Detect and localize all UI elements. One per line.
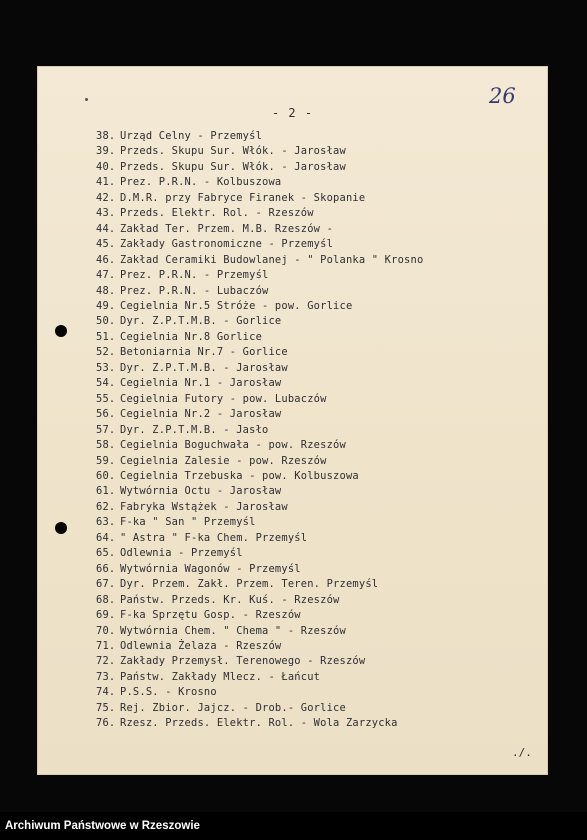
entry-number: 64. [96, 531, 116, 544]
entry-number: 65. [96, 547, 116, 560]
entry-number: 74. [96, 686, 116, 699]
entry-text: Państw. Zakłady Mlecz. - Łańcut [120, 670, 321, 683]
entry-text: Zakład Ter. Przem. M.B. Rzeszów - [120, 222, 334, 235]
ink-speck [85, 98, 88, 101]
list-item [96, 654, 423, 669]
entry-number: 57. [96, 423, 116, 436]
entry-text: Wytwórnia Chem. " Chema " - Rzeszów [120, 624, 346, 637]
list-item [96, 206, 423, 221]
entry-text: Cegielnia Futory - pow. Lubaczów [120, 392, 327, 405]
list-item [96, 314, 423, 329]
list-item [96, 624, 423, 639]
entry-number: 51. [96, 330, 116, 343]
list-item [96, 531, 423, 546]
list-item [96, 222, 423, 237]
entry-number: 52. [96, 346, 116, 359]
entry-number: 45. [96, 238, 116, 251]
entry-text: Wytwórnia Wagonów - Przemyśl [120, 562, 301, 575]
list-item [96, 253, 423, 268]
list-item [96, 407, 423, 422]
list-item [96, 577, 423, 592]
entry-number: 60. [96, 469, 116, 482]
list-item [96, 392, 423, 407]
list-item [96, 423, 423, 438]
entry-text: Państw. Przeds. Kr. Kuś. - Rzeszów [120, 593, 340, 606]
list-item [96, 515, 423, 530]
entry-text: D.M.R. przy Fabryce Firanek - Skopanie [120, 191, 366, 204]
entry-number: 46. [96, 253, 116, 266]
list-item [96, 608, 423, 623]
list-item [96, 284, 423, 299]
entry-number: 39. [96, 145, 116, 158]
entry-text: Fabryka Wstążek - Jarosław [120, 500, 288, 513]
entry-text: Cegielnia Zalesie - pow. Rzeszów [120, 454, 327, 467]
entry-number: 54. [96, 377, 116, 390]
entry-number: 42. [96, 191, 116, 204]
entry-text: Urząd Celny - Przemyśl [120, 130, 263, 142]
entry-text: Cegielnia Nr.2 - Jarosław [120, 408, 282, 421]
entry-number: 76. [96, 717, 116, 730]
entry-number: 61. [96, 485, 116, 498]
punch-hole [55, 522, 67, 534]
entry-text: Odlewnia Żelaza - Rzeszów [120, 639, 282, 652]
entry-text: Przeds. Skupu Sur. Włók. - Jarosław [120, 145, 346, 158]
entry-text: Rzesz. Przeds. Elektr. Rol. - Wola Zarzycka [120, 717, 398, 730]
list-item [96, 129, 423, 144]
entry-number: 68. [96, 593, 116, 606]
entry-number: 48. [96, 284, 116, 297]
list-item [96, 330, 423, 345]
entry-number: 72. [96, 655, 116, 668]
entry-text: Odlewnia - Przemyśl [120, 547, 243, 560]
entry-number: 63. [96, 516, 116, 529]
list-item [96, 469, 423, 484]
entry-number: 53. [96, 361, 116, 374]
list-item [96, 593, 423, 608]
list-item [96, 376, 423, 391]
entry-text: Betoniarnia Nr.7 - Gorlice [120, 346, 288, 359]
entry-text: Zakład Ceramiki Budowlanej - " Polanka " Krosno [120, 253, 424, 266]
entry-text: Cegielnia Boguchwała - pow. Rzeszów [120, 439, 346, 452]
entry-text: Prez. P.R.N. - Przemyśl [120, 269, 269, 282]
entry-text: P.S.S. - Krosno [120, 686, 217, 699]
archive-footer [0, 812, 587, 840]
list-item [96, 144, 423, 159]
entry-number: 66. [96, 562, 116, 575]
entry-number: 47. [96, 269, 116, 282]
punch-hole [55, 325, 67, 337]
entry-text: Dyr. Z.P.T.M.B. - Jarosław [120, 361, 288, 374]
list-item [96, 562, 423, 577]
entry-text: Cegielnia Trzebuska - pow. Kolbuszowa [120, 469, 359, 482]
entry-text: " Astra " F-ka Chem. Przemyśl [120, 531, 308, 544]
entry-number: 70. [96, 624, 116, 637]
entry-text: Dyr. Przem. Zakł. Przem. Teren. Przemyśl [120, 578, 379, 591]
list-item [96, 438, 423, 453]
entry-number: 58. [96, 439, 116, 452]
page-number: - 2 - [271, 106, 314, 120]
entry-text: Przeds. Elektr. Rol. - Rzeszów [120, 207, 314, 220]
list-item [96, 546, 423, 561]
list-item [96, 237, 423, 252]
entry-number: 67. [96, 578, 116, 591]
entry-number: 40. [96, 160, 116, 173]
list-item [96, 268, 423, 283]
entry-text: Dyr. Z.P.T.M.B. - Gorlice [120, 315, 282, 328]
entry-number: 41. [96, 176, 116, 189]
entry-number: 69. [96, 609, 116, 622]
entry-text: Zakłady Przemysł. Terenowego - Rzeszów [120, 655, 366, 668]
entry-text: F-ka Sprzętu Gosp. - Rzeszów [120, 609, 301, 622]
list-item [96, 716, 423, 731]
list-item [96, 191, 423, 206]
entry-text: Przeds. Skupu Sur. Włók. - Jarosław [120, 160, 346, 173]
entry-text: Prez. P.R.N. - Lubaczów [120, 284, 269, 297]
entry-text: Cegielnia Nr.8 Gorlice [120, 330, 263, 343]
entry-text: Wytwórnia Octu - Jarosław [120, 485, 282, 498]
document-page [37, 66, 548, 775]
entry-number: 75. [96, 701, 116, 714]
entry-number: 38. [96, 130, 116, 142]
list-item [96, 361, 423, 376]
list-item [96, 345, 423, 360]
entry-text: Cegielnia Nr.1 - Jarosław [120, 377, 282, 390]
entry-number: 59. [96, 454, 116, 467]
entry-number: 50. [96, 315, 116, 328]
entry-number: 49. [96, 299, 116, 312]
list-item [96, 500, 423, 515]
entry-text: Rej. Zbior. Jajcz. - Drob.- Gorlice [120, 701, 346, 714]
entry-list [96, 129, 423, 732]
list-item [96, 160, 423, 175]
entry-number: 62. [96, 500, 116, 513]
entry-number: 56. [96, 408, 116, 421]
entry-text: Cegielnia Nr.5 Stróże - pow. Gorlice [120, 299, 353, 312]
list-item [96, 175, 423, 190]
entry-number: 71. [96, 639, 116, 652]
entry-text: F-ka " San " Przemyśl [120, 516, 256, 529]
folio-number: 26 [489, 84, 516, 108]
list-item [96, 299, 423, 314]
list-item [96, 484, 423, 499]
entry-number: 55. [96, 392, 116, 405]
list-item [96, 454, 423, 469]
entry-number: 43. [96, 207, 116, 220]
entry-text: Prez. P.R.N. - Kolbuszowa [120, 176, 282, 189]
list-item [96, 685, 423, 700]
list-item [96, 670, 423, 685]
entry-number: 44. [96, 222, 116, 235]
list-item [96, 701, 423, 716]
continuation-mark: ./. [512, 746, 532, 759]
list-item [96, 639, 423, 654]
entry-number: 73. [96, 670, 116, 683]
entry-text: Dyr. Z.P.T.M.B. - Jasło [120, 423, 269, 436]
entry-text: Zakłady Gastronomiczne - Przemyśl [120, 238, 334, 251]
archive-name: Archiwum Państwowe w Rzeszowie [5, 820, 200, 832]
